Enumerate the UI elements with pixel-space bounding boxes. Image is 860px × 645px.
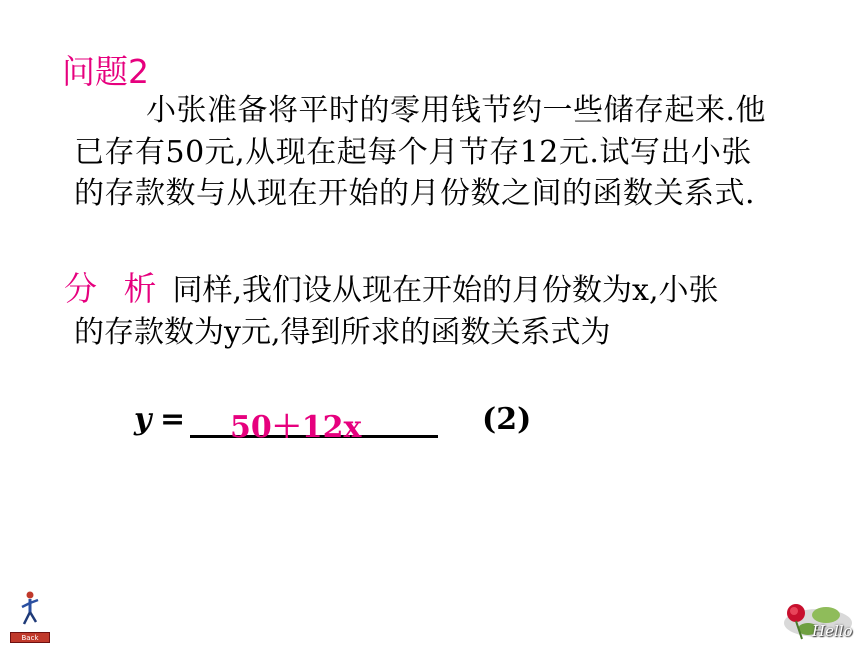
problem-title: 问题2 <box>62 52 149 91</box>
problem-statement: 小张准备将平时的零用钱节约一些储存起来.他已存有50元,从现在起每个月节存12元.试写出小张的存款数与从现在开始的月份数之间的函数关系式. <box>74 93 767 211</box>
back-button[interactable]: Back <box>10 632 50 643</box>
equation-number: (2) <box>482 402 532 437</box>
equation-equals: = <box>160 402 186 437</box>
equation-lhs: y <box>134 402 152 437</box>
equation-answer: 50＋12x <box>230 410 362 445</box>
analysis-line-2: 的存款数为y元,得到所求的函数关系式为 <box>74 314 611 350</box>
analysis-line-1: 同样,我们设从现在开始的月份数为x,小张 <box>172 273 719 308</box>
hello-label: Hello <box>812 622 853 640</box>
runner-icon <box>18 590 42 630</box>
analysis-label: 分 析 <box>64 269 165 308</box>
analysis-block <box>64 268 784 353</box>
